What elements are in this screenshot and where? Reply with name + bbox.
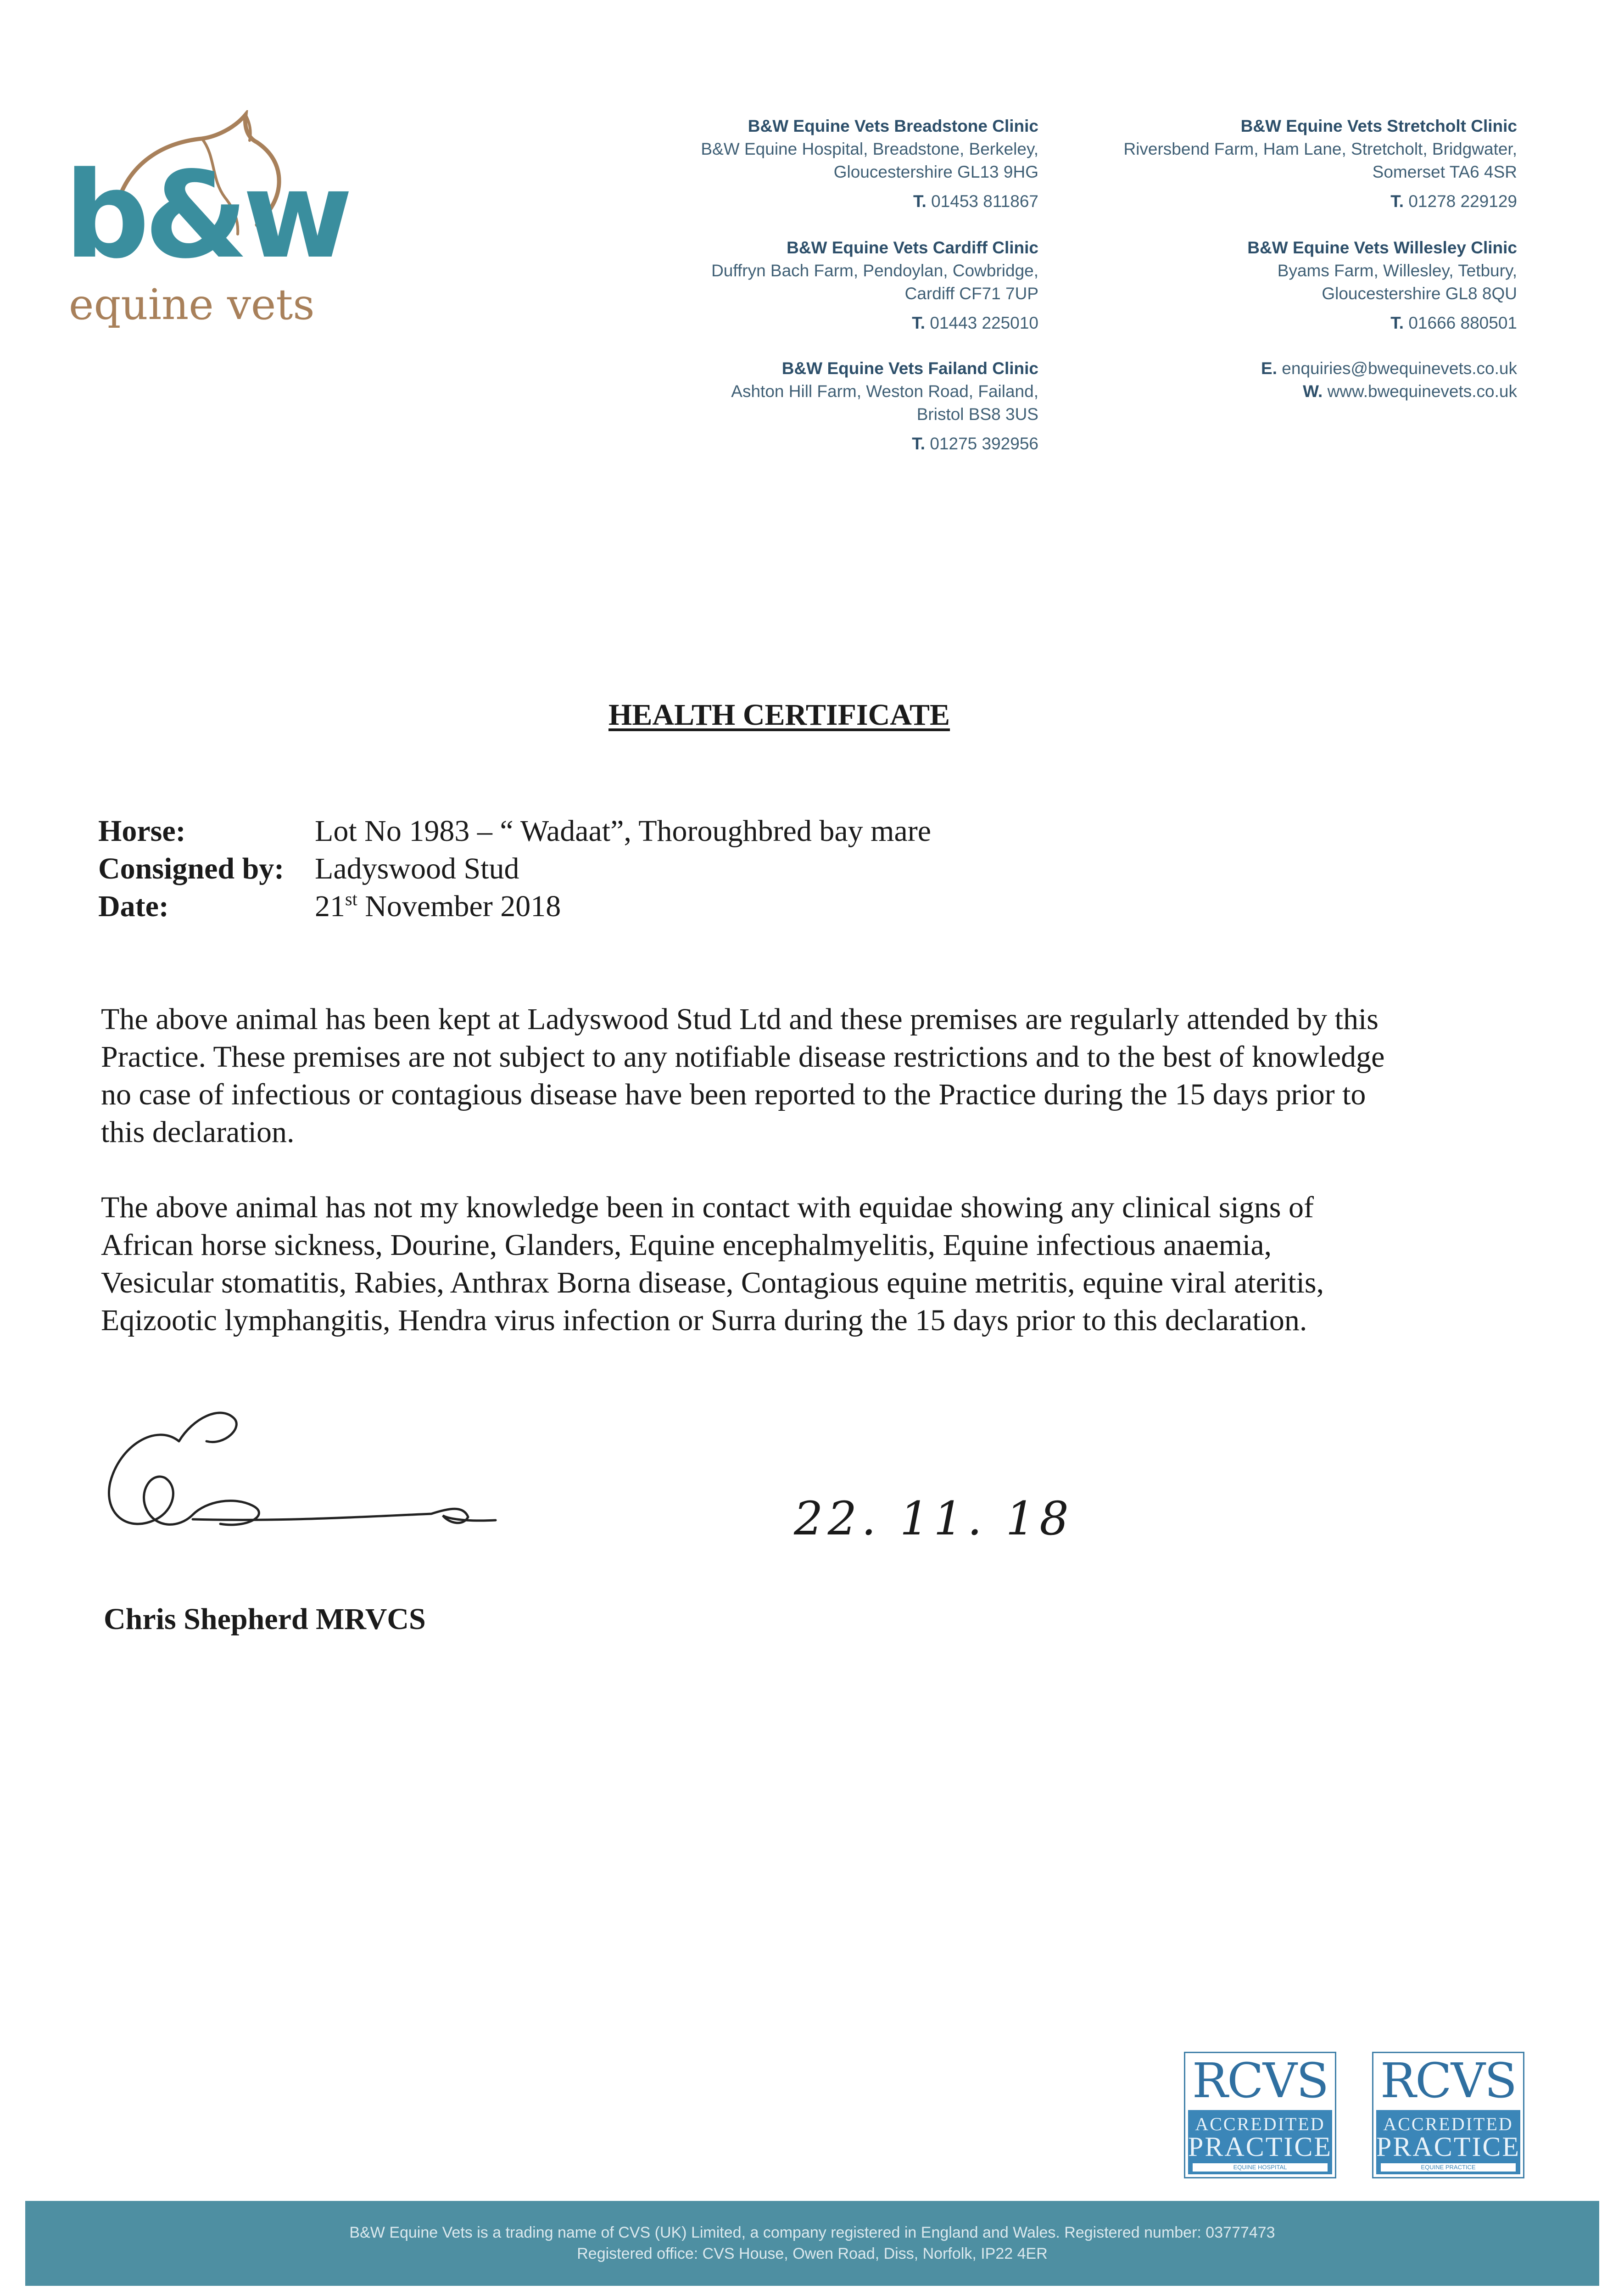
footer-bar <box>25 2201 1599 2286</box>
paragraph-line: The above animal has been kept at Ladyswood Stud Ltd and these premises are regularly attended by this <box>101 1002 1378 1036</box>
declaration-paragraph-1 <box>101 1001 1496 1151</box>
badge-subtitle: EQUINE HOSPITAL <box>1193 2163 1328 2172</box>
clinic-phone <box>1123 190 1517 213</box>
consigned-value: Ladyswood Stud <box>315 852 519 885</box>
date-value <box>315 888 561 925</box>
clinic-address-line: Cardiff CF71 7UP <box>904 284 1038 303</box>
rcvs-brand: RCVS <box>1192 2053 1328 2109</box>
phone-label: T. <box>912 313 926 332</box>
badge-subtitle: EQUINE PRACTICE <box>1381 2163 1516 2172</box>
clinic-breadstone <box>701 115 1038 213</box>
logo-tagline: equine vets <box>69 280 315 329</box>
email-line <box>1261 357 1517 380</box>
bw-equine-vets-logo <box>64 110 348 340</box>
paragraph-line: African horse sickness, Dourine, Glanders, Equine encephalmyelitis, Equine infectious anaemia, <box>101 1228 1272 1262</box>
clinic-stretcholt <box>1123 115 1517 213</box>
clinic-address-line: Byams Farm, Willesley, Tetbury, <box>1277 261 1517 280</box>
rcvs-equine-practice-badge <box>1372 2052 1524 2178</box>
phone-label: T. <box>913 192 926 211</box>
footer-office-line: Registered office: CVS House, Owen Road, Diss, Norfolk, IP22 4ER <box>577 2245 1048 2262</box>
date-label: Date: <box>98 890 169 923</box>
badge-accredited: ACCREDITED <box>1383 2114 1513 2134</box>
clinic-phone <box>701 190 1038 213</box>
email-address[interactable]: enquiries@bwequinevets.co.uk <box>1282 359 1517 378</box>
badge-blue-panel <box>1376 2110 1520 2174</box>
badge-blue-panel <box>1188 2110 1332 2174</box>
contact-details <box>1261 357 1517 403</box>
phone-label: T. <box>912 434 926 453</box>
clinic-address-line: Riversbend Farm, Ham Lane, Stretcholt, Bridgwater, <box>1123 140 1517 158</box>
paragraph-line: no case of infectious or contagious disease have been reported to the Practice during the 15 days prior to <box>101 1078 1366 1111</box>
clinic-address-line: Gloucestershire GL8 8QU <box>1322 284 1517 303</box>
website-link[interactable]: www.bwequinevets.co.uk <box>1327 382 1517 401</box>
footer-company-line: B&W Equine Vets is a trading name of CVS (UK) Limited, a company registered in England and Wales. Registered number: 03777473 <box>349 2224 1275 2241</box>
clinic-name: B&W Equine Vets Failand Clinic <box>781 359 1038 378</box>
clinic-phone <box>731 432 1038 455</box>
date-rest: November 2018 <box>357 890 561 923</box>
paragraph-line: Vesicular stomatitis, Rabies, Anthrax Borna disease, Contagious equine metritis, equine viral ateritis, <box>101 1266 1324 1299</box>
clinic-name: B&W Equine Vets Stretcholt Clinic <box>1240 117 1517 135</box>
horse-label: Horse: <box>98 814 186 848</box>
phone-number: 01666 880501 <box>1408 313 1517 332</box>
clinic-address-line: Bristol BS8 3US <box>916 405 1038 424</box>
clinic-address-line: Ashton Hill Farm, Weston Road, Failand, <box>731 382 1038 401</box>
rcvs-brand: RCVS <box>1380 2053 1517 2109</box>
phone-number: 01275 392956 <box>930 434 1038 453</box>
declaration-paragraph-2 <box>101 1189 1496 1339</box>
clinic-failand <box>731 357 1038 455</box>
paragraph-line: Practice. These premises are not subject to any notifiable disease restrictions and to the best of knowledge <box>101 1040 1385 1074</box>
clinic-cardiff <box>711 236 1038 335</box>
clinic-address-line: B&W Equine Hospital, Breadstone, Berkeley, <box>701 140 1038 158</box>
clinic-name: B&W Equine Vets Willesley Clinic <box>1247 238 1517 257</box>
clinic-phone <box>711 312 1038 335</box>
signatory-name: Chris Shepherd MRVCS <box>104 1602 426 1636</box>
phone-number: 01453 811867 <box>931 192 1038 211</box>
clinic-name: B&W Equine Vets Breadstone Clinic <box>748 117 1038 135</box>
clinic-address-line: Duffryn Bach Farm, Pendoylan, Cowbridge, <box>711 261 1038 280</box>
email-label: E. <box>1261 359 1278 378</box>
web-label: W. <box>1303 382 1323 401</box>
clinic-address-line: Gloucestershire GL13 9HG <box>833 162 1038 181</box>
phone-label: T. <box>1390 313 1404 332</box>
paragraph-line: The above animal has not my knowledge been in contact with equidae showing any clinical signs of <box>101 1191 1314 1224</box>
logo-wordmark: b&w <box>64 146 348 285</box>
date-day: 21 <box>315 890 345 923</box>
clinic-phone <box>1247 312 1517 335</box>
paragraph-line: this declaration. <box>101 1115 295 1149</box>
rcvs-equine-hospital-badge <box>1184 2052 1336 2178</box>
handwritten-signature <box>101 1391 514 1542</box>
badge-practice: PRACTICE <box>1188 2132 1333 2162</box>
handwritten-date: 22. 11. 18 <box>794 1492 1073 1545</box>
horse-value: Lot No 1983 – “ Wadaat”, Thoroughbred bay mare <box>315 814 932 848</box>
date-suffix: st <box>345 889 357 909</box>
badge-accredited: ACCREDITED <box>1195 2114 1325 2134</box>
paragraph-line: Eqizootic lymphangitis, Hendra virus infection or Surra during the 15 days prior to this declaration. <box>101 1304 1307 1337</box>
phone-label: T. <box>1390 192 1404 211</box>
phone-number: 01278 229129 <box>1408 192 1517 211</box>
clinic-address-line: Somerset TA6 4SR <box>1372 162 1517 181</box>
consigned-label: Consigned by: <box>98 852 285 885</box>
clinic-name: B&W Equine Vets Cardiff Clinic <box>787 238 1038 257</box>
clinic-willesley <box>1247 236 1517 335</box>
phone-number: 01443 225010 <box>930 313 1038 332</box>
certificate-title: HEALTH CERTIFICATE <box>608 698 950 732</box>
badge-practice: PRACTICE <box>1376 2132 1521 2162</box>
web-line <box>1261 380 1517 403</box>
